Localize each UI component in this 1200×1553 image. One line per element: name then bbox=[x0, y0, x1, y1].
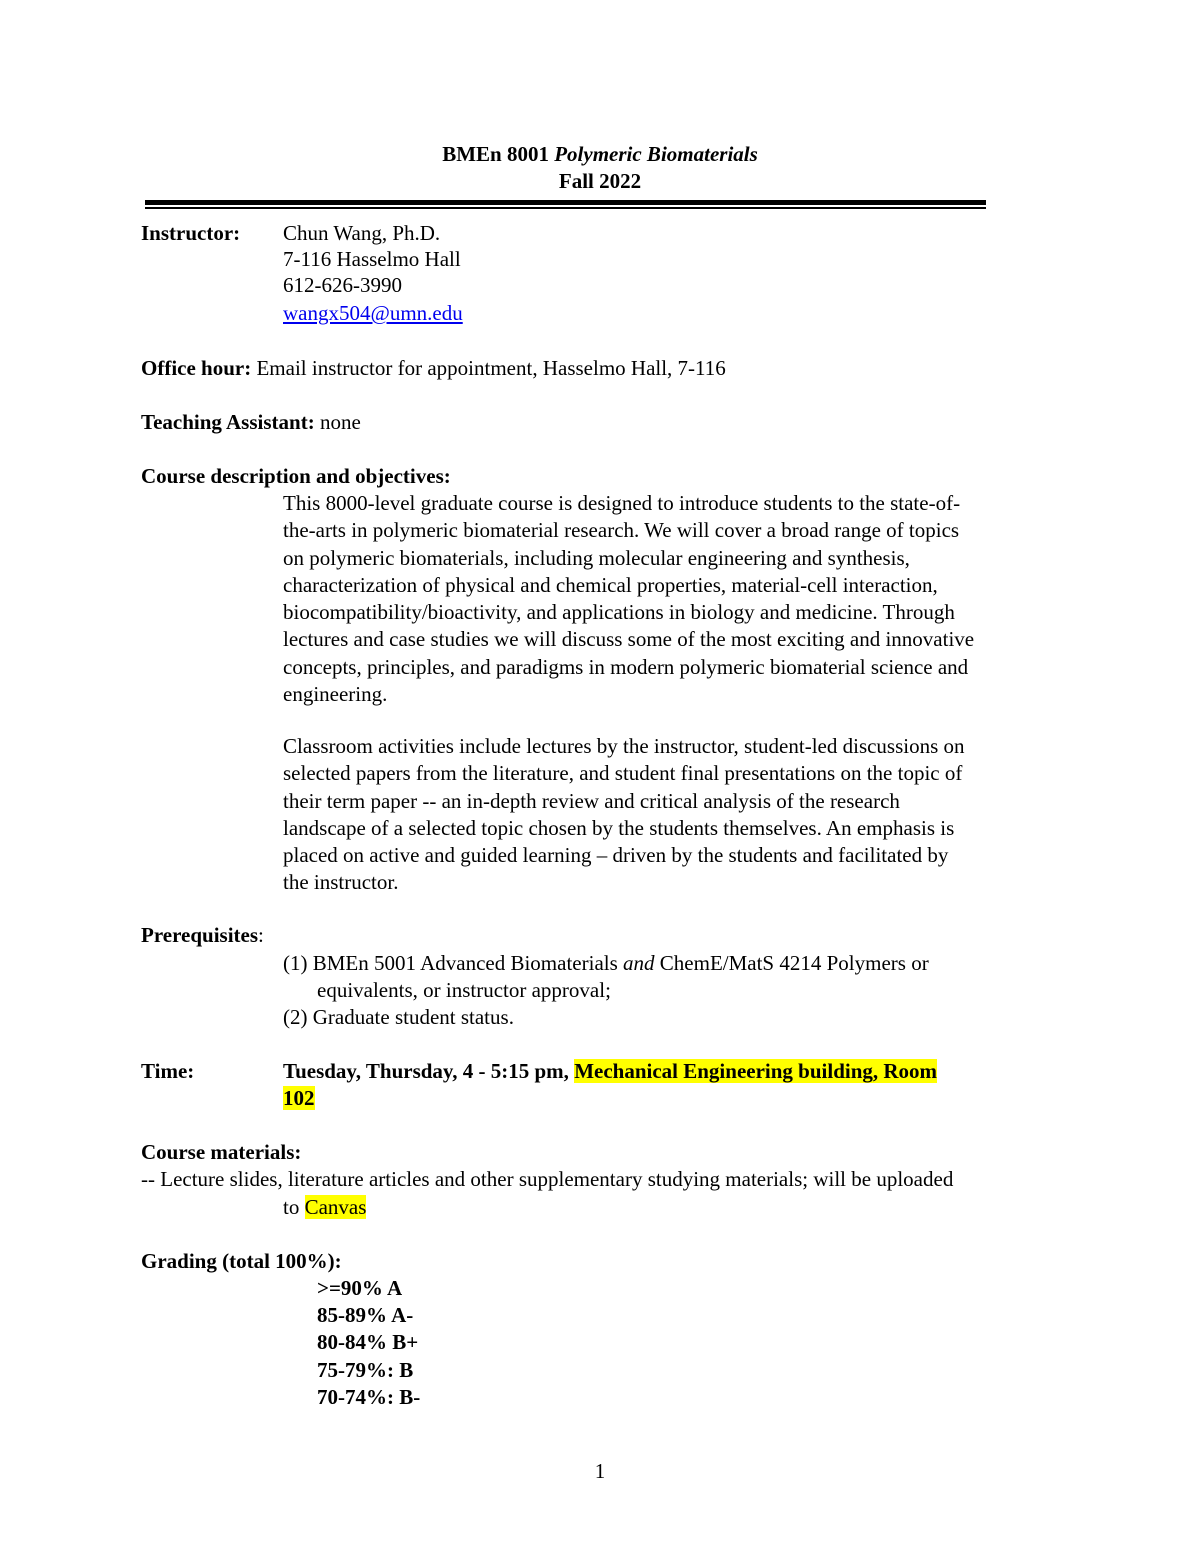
course-title: Polymeric Biomaterials bbox=[554, 142, 758, 166]
paragraph-line: concepts, principles, and paradigms in modern polymeric biomaterial science and bbox=[283, 654, 969, 679]
canvas-highlight: Canvas bbox=[304, 1195, 367, 1219]
paragraph-line: biocompatibility/bioactivity, and applications in biology and medicine. Through bbox=[283, 600, 955, 625]
materials-label: Course materials: bbox=[141, 1140, 302, 1164]
ta-label: Teaching Assistant: bbox=[141, 410, 315, 434]
schedule-text: Tuesday, Thursday, 4 - 5:15 pm, bbox=[283, 1059, 575, 1083]
paragraph-line: Classroom activities include lectures by the instructor, student-led discussions on bbox=[283, 734, 965, 758]
paragraph-line: the instructor. bbox=[283, 870, 399, 895]
instructor-email-link[interactable]: wangx504@umn.edu bbox=[283, 301, 463, 325]
teaching-assistant bbox=[141, 409, 361, 436]
description-paragraph-1 bbox=[283, 490, 1073, 708]
prerequisites-colon: : bbox=[258, 923, 264, 947]
paragraph-line: their term paper -- an in-depth review and critical analysis of the research bbox=[283, 788, 900, 813]
header-rule-thin bbox=[145, 207, 986, 209]
grade-scale-item: 75-79%: B bbox=[317, 1358, 414, 1382]
instructor-name: Chun Wang, Ph.D. bbox=[283, 221, 441, 245]
paragraph-line: This 8000-level graduate course is designed to introduce students to the state-of- bbox=[283, 491, 961, 515]
materials-line-1: -- Lecture slides, literature articles and other supplementary studying materials; will be uploaded bbox=[141, 1167, 954, 1191]
time-location-cont bbox=[283, 1085, 315, 1112]
time-label: Time: bbox=[141, 1059, 195, 1083]
office-hour-label: Office hour: bbox=[141, 356, 252, 380]
course-code: BMEn 8001 bbox=[442, 142, 549, 166]
paragraph-line: landscape of a selected topic chosen by the students themselves. An emphasis is bbox=[283, 815, 955, 840]
header-rule-thick bbox=[145, 200, 986, 205]
grading-heading: Grading (total 100%): bbox=[141, 1249, 342, 1273]
location-highlight: 102 bbox=[283, 1086, 315, 1110]
office-hour-value: Email instructor for appointment, Hasselmo Hall, 7-116 bbox=[256, 356, 726, 380]
description-heading: Course description and objectives: bbox=[141, 464, 451, 488]
paragraph-line: lectures and case studies we will discuss some of the most exciting and innovative bbox=[283, 627, 975, 652]
time-schedule bbox=[283, 1058, 937, 1085]
prerequisite-item-1 bbox=[283, 950, 929, 977]
grade-scale-item: 80-84% B+ bbox=[317, 1330, 419, 1354]
materials-line-2 bbox=[283, 1194, 366, 1221]
ta-value: none bbox=[319, 410, 361, 434]
paragraph-line: on polymeric biomaterials, including molecular engineering and synthesis, bbox=[283, 545, 910, 570]
document-title bbox=[0, 141, 1200, 168]
description-paragraph-2 bbox=[283, 733, 1073, 897]
prerequisite-text: (1) BMEn 5001 Advanced Biomaterials bbox=[283, 951, 624, 975]
prerequisites-label: Prerequisites bbox=[141, 923, 259, 947]
prerequisite-item-2: (2) Graduate student status. bbox=[283, 1005, 514, 1029]
prerequisite-item-1-cont: equivalents, or instructor approval; bbox=[317, 978, 611, 1002]
grade-scale-item: >=90% A bbox=[317, 1276, 403, 1300]
paragraph-line: selected papers from the literature, and student final presentations on the topic of bbox=[283, 761, 963, 786]
materials-prefix: to bbox=[283, 1195, 305, 1219]
prerequisite-text: ChemE/MatS 4214 Polymers or bbox=[654, 951, 929, 975]
grade-scale-item: 70-74%: B- bbox=[317, 1385, 421, 1409]
paragraph-line: placed on active and guided learning – driven by the students and facilitated by bbox=[283, 843, 949, 868]
instructor-office: 7-116 Hasselmo Hall bbox=[283, 247, 461, 271]
paragraph-line: characterization of physical and chemical properties, material-cell interaction, bbox=[283, 572, 938, 597]
office-hour bbox=[141, 355, 726, 382]
paragraph-line: engineering. bbox=[283, 682, 388, 707]
page-number: 1 bbox=[594, 1459, 606, 1483]
prerequisite-and: and bbox=[623, 951, 655, 975]
paragraph-line: the-arts in polymeric biomaterial research. We will cover a broad range of topics bbox=[283, 518, 960, 543]
instructor-label: Instructor: bbox=[141, 221, 241, 245]
term: Fall 2022 bbox=[558, 169, 642, 193]
grade-scale-item: 85-89% A- bbox=[317, 1303, 414, 1327]
prerequisites-heading bbox=[141, 922, 264, 949]
location-highlight: Mechanical Engineering building, Room bbox=[574, 1059, 938, 1083]
instructor-phone: 612-626-3990 bbox=[283, 273, 402, 297]
